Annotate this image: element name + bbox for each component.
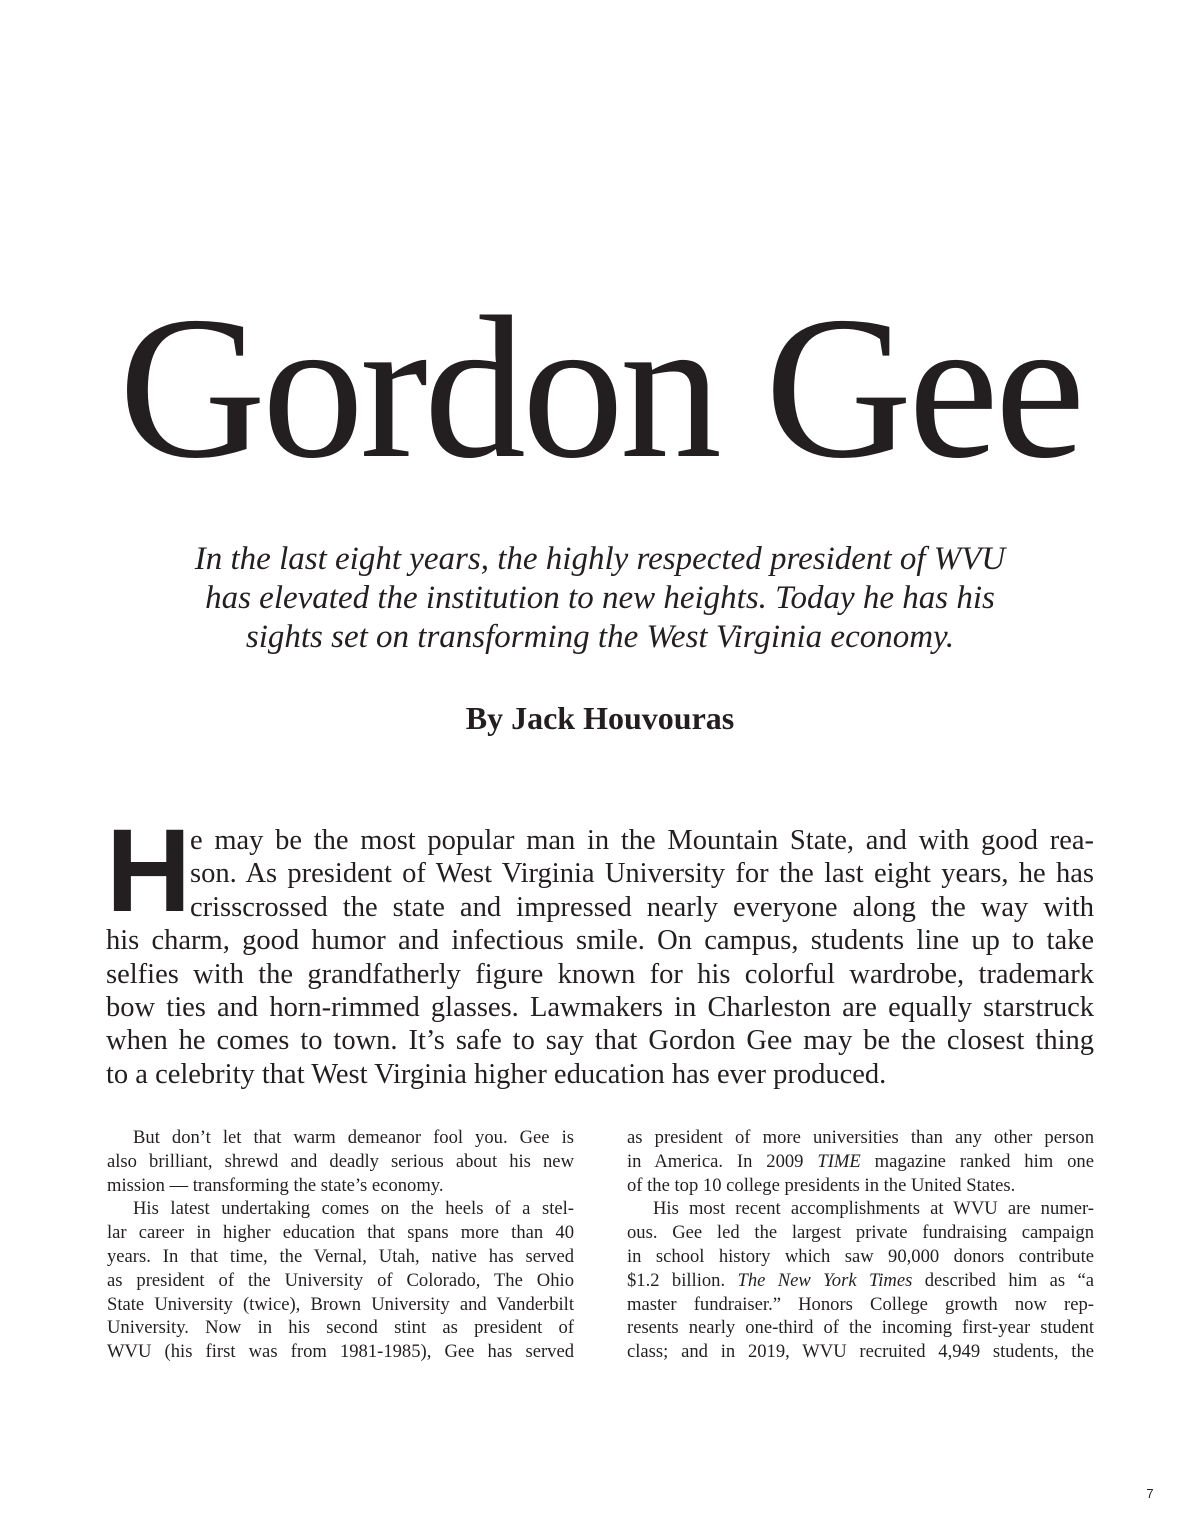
body-text: described him as “a xyxy=(912,1269,1094,1291)
body-line: University. Now in his second stint as president of xyxy=(107,1317,574,1339)
article-dek xyxy=(120,540,1080,657)
newspaper-name: The New York Times xyxy=(737,1269,913,1291)
lead-line: e may be the most popular man in the Mountain State, and with good rea- xyxy=(190,825,1094,856)
body-line: WVU (his first was from 1981-1985), Gee has served xyxy=(107,1341,574,1363)
lead-line: son. As president of West Virginia University for the last eight years, he has xyxy=(190,858,1094,890)
body-line: His most recent accomplishments at WVU are numer- xyxy=(653,1198,1094,1220)
article-title: Gordon Gee xyxy=(118,275,1082,501)
lead-line: bow ties and horn-rimmed glasses. Lawmakers in Charleston are equally starstruck xyxy=(106,992,1094,1024)
body-line: But don’t let that warm demeanor fool you. Gee is xyxy=(133,1127,574,1148)
body-line: His latest undertaking comes on the heels of a stel- xyxy=(133,1198,574,1220)
page-number: 7 xyxy=(1146,1486,1154,1501)
lead-line: crisscrossed the state and impressed nearly everyone along the way with xyxy=(190,891,1094,923)
body-text: $1.2 billion. xyxy=(627,1269,738,1291)
body-line: master fundraiser.” Honors College growth now rep- xyxy=(627,1293,1094,1315)
body-text: magazine ranked him one xyxy=(860,1150,1094,1172)
dek-line: In the last eight years, the highly respected president of WVU xyxy=(194,541,1006,577)
lead-line: when he comes to town. It’s safe to say that Gordon Gee may be the closest thing xyxy=(106,1025,1094,1057)
body-column-right xyxy=(627,1126,1094,1364)
dek-line: sights set on transforming the West Virginia economy. xyxy=(245,619,955,655)
magazine-name: TIME xyxy=(817,1150,861,1172)
drop-cap: H xyxy=(106,805,192,937)
dek-line: has elevated the institution to new heights. Today he has his xyxy=(205,580,995,616)
body-line: of the top 10 college presidents in the United States. xyxy=(627,1174,1016,1196)
body-line xyxy=(627,1150,1094,1174)
body-line: lar career in higher education that spans more than 40 xyxy=(107,1222,574,1244)
body-line: as president of more universities than any other person xyxy=(627,1127,1094,1148)
lead-line: selfies with the grandfatherly figure known for his colorful wardrobe, trademark xyxy=(106,958,1094,990)
body-line xyxy=(627,1269,1094,1293)
body-line: class; and in 2019, WVU recruited 4,949 students, the xyxy=(627,1341,1094,1363)
byline: By Jack Houvouras xyxy=(465,700,735,736)
body-line: also brilliant, shrewd and deadly serious about his new xyxy=(107,1150,574,1172)
body-line: years. In that time, the Vernal, Utah, native has served xyxy=(107,1245,574,1267)
lead-line: to a celebrity that West Virginia higher education has ever produced. xyxy=(106,1058,887,1090)
body-line: State University (twice), Brown University and Vanderbilt xyxy=(107,1293,574,1315)
body-line: mission — transforming the state’s economy. xyxy=(107,1174,444,1196)
body-column-left xyxy=(107,1126,574,1364)
body-line: as president of the University of Colorado, The Ohio xyxy=(107,1269,574,1291)
body-line: resents nearly one-third of the incoming first-year student xyxy=(627,1317,1094,1339)
lead-line: his charm, good humor and infectious smile. On campus, students line up to take xyxy=(106,925,1094,957)
body-text: in America. In 2009 xyxy=(627,1150,818,1172)
body-line: in school history which saw 90,000 donors contribute xyxy=(627,1245,1094,1267)
lead-paragraph xyxy=(106,805,1094,1091)
body-line: ous. Gee led the largest private fundraising campaign xyxy=(627,1222,1094,1244)
